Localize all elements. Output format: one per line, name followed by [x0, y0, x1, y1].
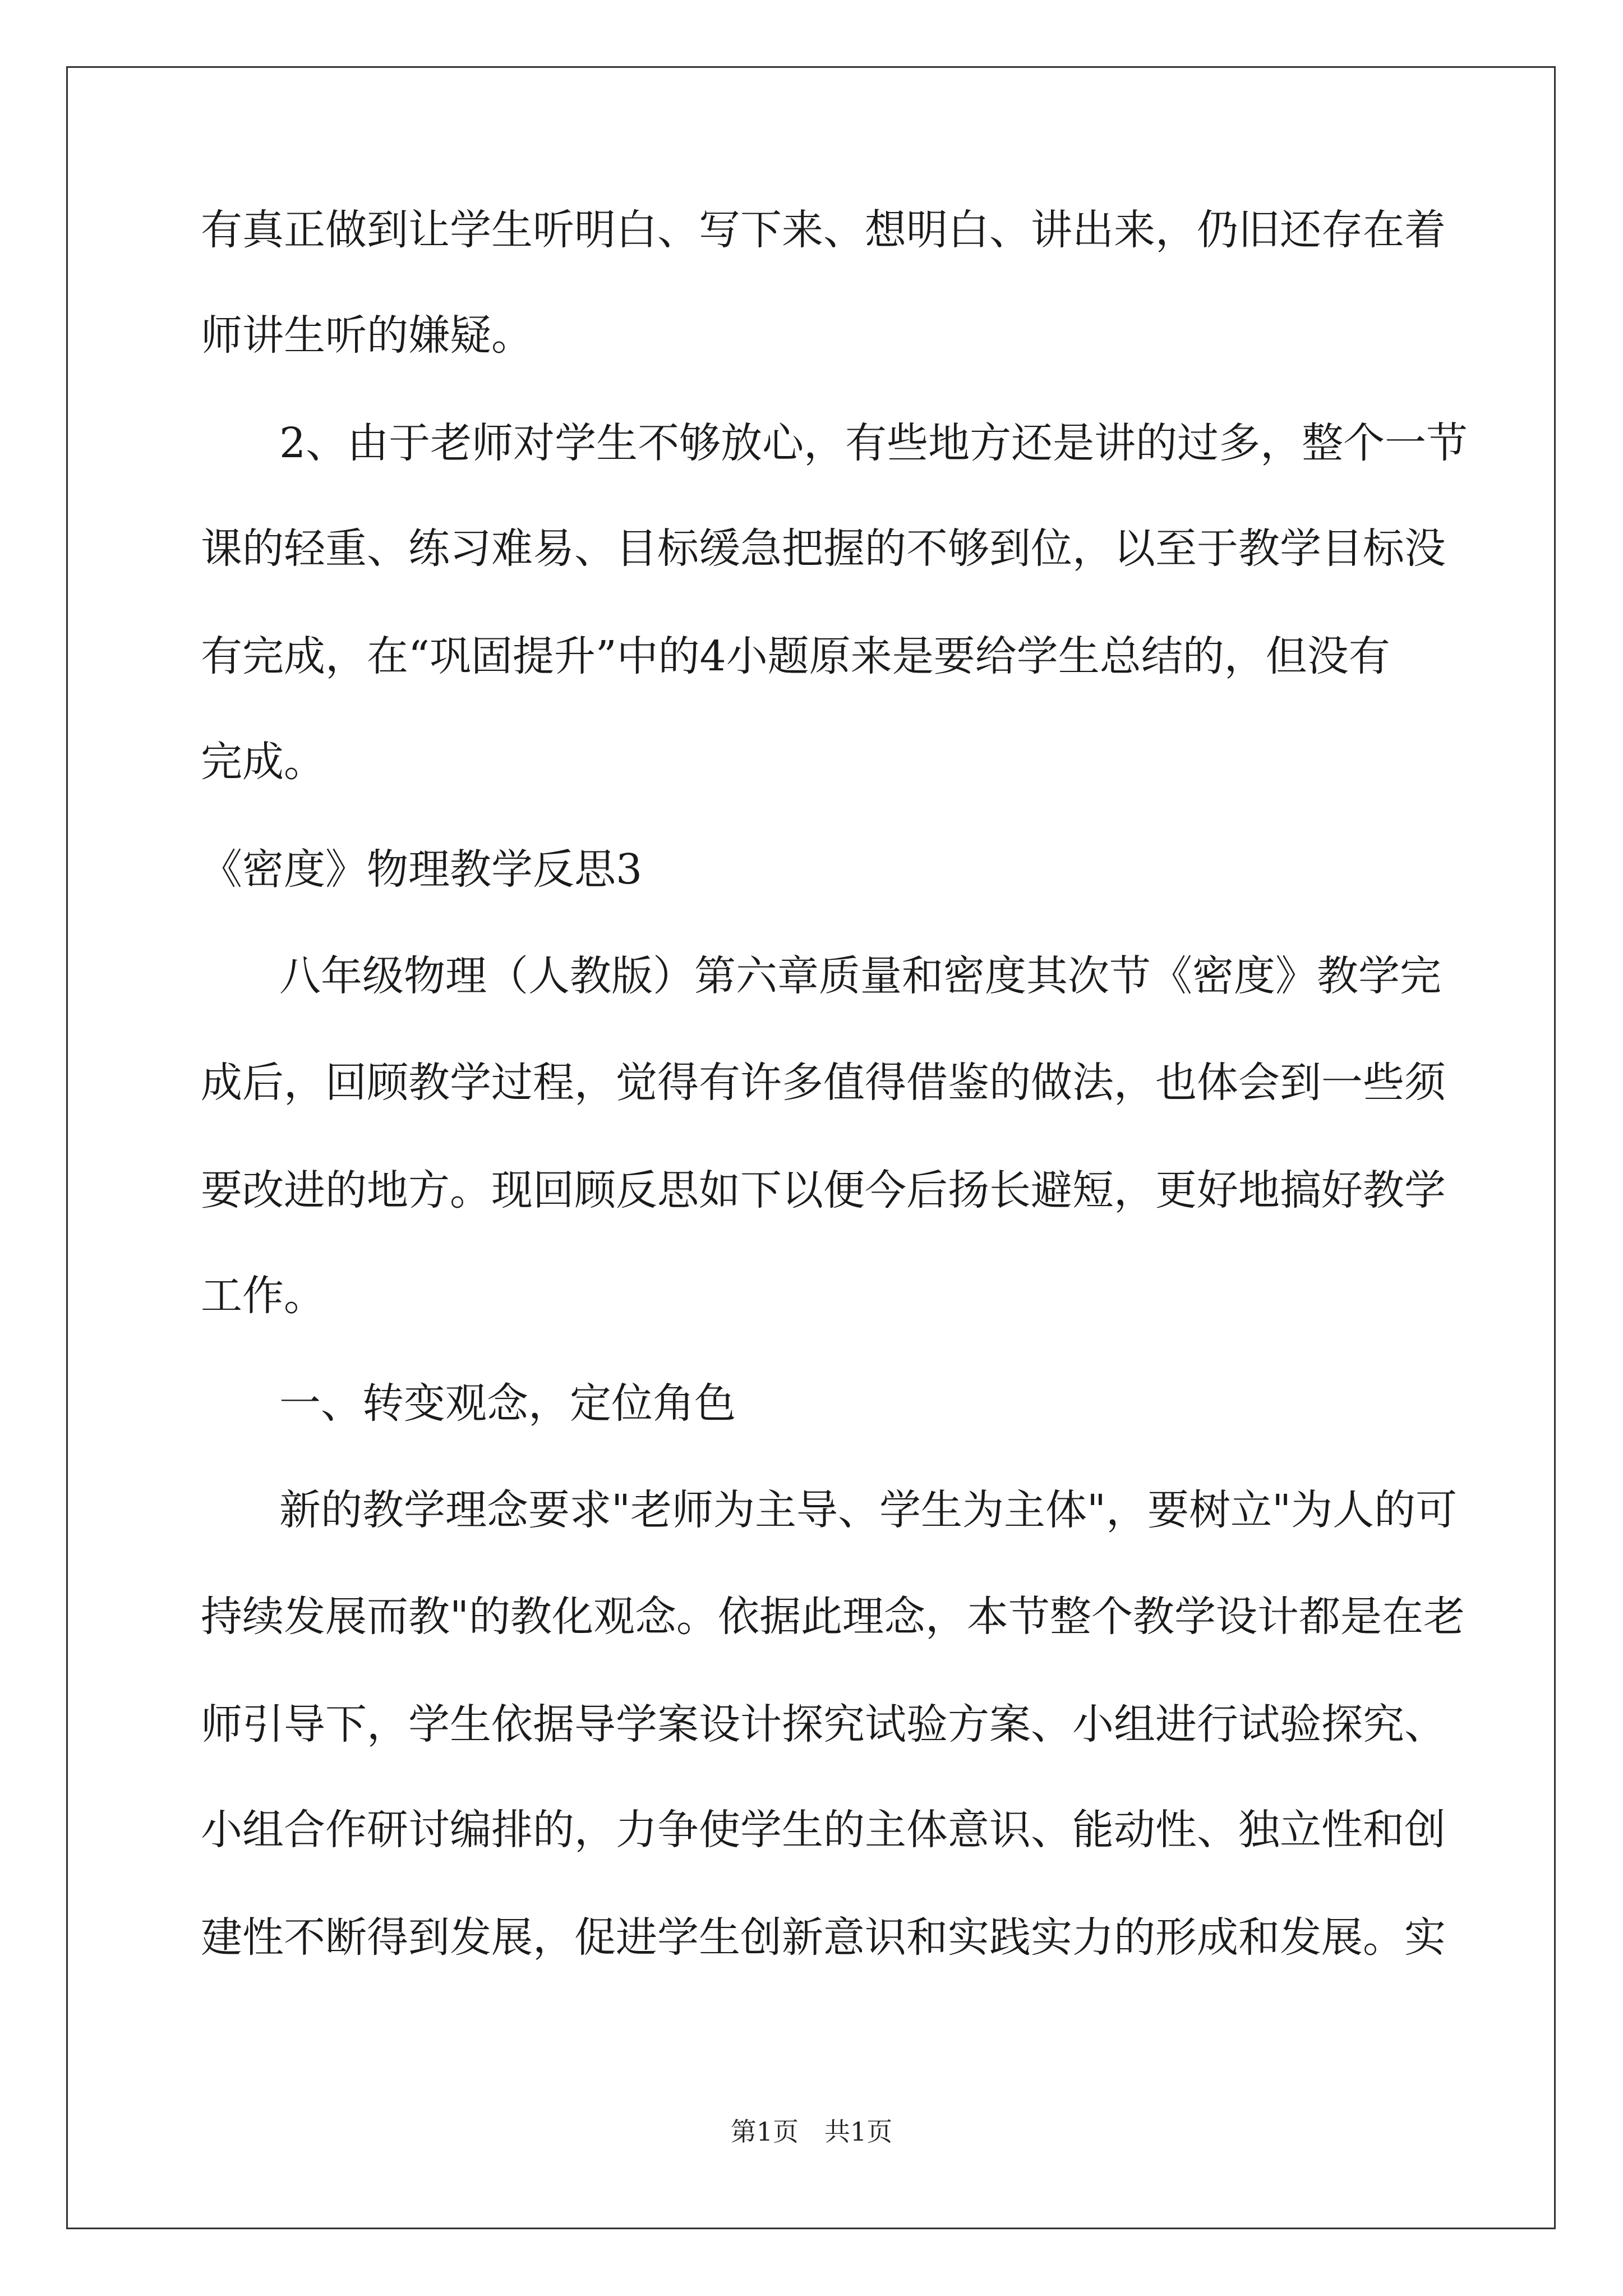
text-line: 完成。	[201, 738, 325, 786]
text-line: 有完成，在“巩固提升”中的4小题原来是要给学生总结的，但没有	[201, 632, 1390, 680]
text-line: 工作。	[201, 1272, 325, 1320]
text-line: 课的轻重、练习难易、目标缓急把握的不够到位，以至于教学目标没	[201, 524, 1446, 573]
section-heading: 《密度》物理教学反思3	[201, 845, 643, 894]
text-line: 师讲生听的嫌疑。	[201, 311, 533, 360]
subheading: 一、转变观念，定位角色	[279, 1379, 736, 1428]
paragraph-start: 新的教学理念要求"老师为主导、学生为主体"，要树立"为人的可	[279, 1486, 1458, 1534]
text-line: 师引导下，学生依据导学案设计探究试验方案、小组进行试验探究、	[201, 1700, 1446, 1749]
text-line: 有真正做到让学生听明白、写下来、想明白、讲出来，仍旧还存在着	[201, 206, 1446, 254]
paragraph-start: 2、由于老师对学生不够放心，有些地方还是讲的过多，整个一节	[279, 419, 1468, 467]
text-line: 小组合作研讨编排的，力争使学生的主体意识、能动性、独立性和创	[201, 1806, 1446, 1854]
page-footer: 第1页 共1页	[730, 2116, 893, 2147]
text-line: 持续发展而教"的教化观念。依据此理念，本节整个教学设计都是在老	[201, 1593, 1465, 1641]
text-line: 建性不断得到发展，促进学生创新意识和实践实力的形成和发展。实	[201, 1913, 1446, 1962]
paragraph-start: 八年级物理（人教版）第六章质量和密度其次节《密度》教学完	[279, 952, 1441, 1000]
text-line: 成后，回顾教学过程，觉得有许多值得借鉴的做法，也体会到一些须	[201, 1059, 1446, 1107]
text-line: 要改进的地方。现回顾反思如下以便今后扬长避短，更好地搞好教学	[201, 1166, 1446, 1214]
page-border	[66, 66, 1556, 2229]
